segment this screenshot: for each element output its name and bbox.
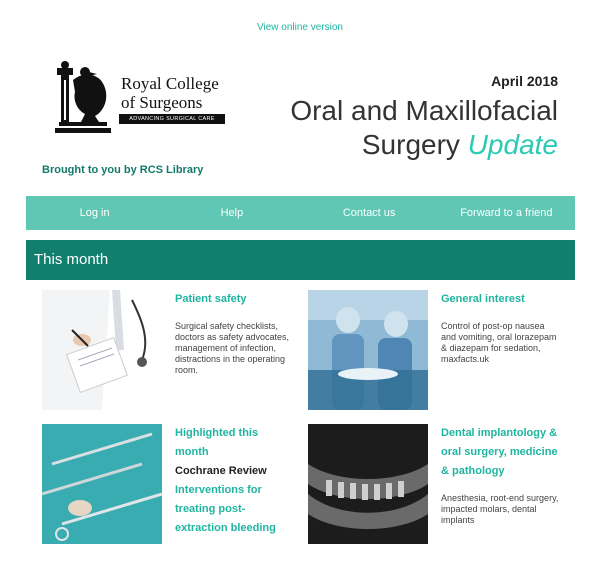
article-title[interactable]: General interest xyxy=(441,293,525,305)
nav-bar xyxy=(26,196,575,230)
article-image-xray[interactable] xyxy=(308,424,428,544)
view-online-link[interactable]: View online version xyxy=(257,22,343,33)
article-title[interactable]: Patient safety xyxy=(175,293,247,305)
article-description: Anesthesia, root-end surgery, impacted molars, dental implants xyxy=(441,493,559,525)
cochrane-review-label: Cochrane Review xyxy=(175,465,267,477)
logo-tagline: ADVANCING SURGICAL CARE xyxy=(119,114,225,124)
nav-contact-us[interactable]: Contact us xyxy=(342,207,396,219)
article-image-surgeons[interactable] xyxy=(308,290,428,410)
nav-log-in[interactable]: Log in xyxy=(79,207,110,219)
title-line1: Oral and Maxillofacial xyxy=(290,95,558,126)
article-title-highlight[interactable]: Highlighted this month xyxy=(175,427,259,458)
article-description: Surgical safety checklists, doctors as safety advocates, management of infection, distractions in the operating room. xyxy=(175,321,290,375)
article-image-instruments[interactable] xyxy=(42,424,162,544)
nav-help[interactable]: Help xyxy=(220,207,244,219)
article-title[interactable]: Dental implantology & oral surgery, medicine & pathology xyxy=(441,427,558,477)
article-card xyxy=(308,424,568,544)
logo-text-line1: Royal College xyxy=(121,74,219,93)
article-title-cochrane[interactable]: Interventions for treating post-extraction bleeding xyxy=(175,484,276,534)
nav-forward-to-friend[interactable]: Forward to a friend xyxy=(460,207,553,219)
title-line2 xyxy=(290,128,558,162)
issue-date: April 2018 xyxy=(491,73,558,89)
logo-text-line2: of Surgeons xyxy=(121,93,203,112)
rcs-logo xyxy=(51,60,231,138)
article-card xyxy=(308,290,568,410)
article-card xyxy=(42,290,302,410)
article-card xyxy=(42,424,302,544)
title-accent: Update xyxy=(467,129,558,160)
rcs-crest-icon xyxy=(51,60,115,138)
newsletter-title xyxy=(290,94,558,162)
brought-by-text: Brought to you by RCS Library xyxy=(42,164,204,176)
article-description: Control of post-op nausea and vomiting, oral lorazepam & diazepam for sedation, maxfacts.uk xyxy=(441,321,557,364)
article-image-doctor[interactable] xyxy=(42,290,162,410)
title-line2-plain: Surgery xyxy=(361,129,468,160)
section-heading: This month xyxy=(26,240,575,280)
